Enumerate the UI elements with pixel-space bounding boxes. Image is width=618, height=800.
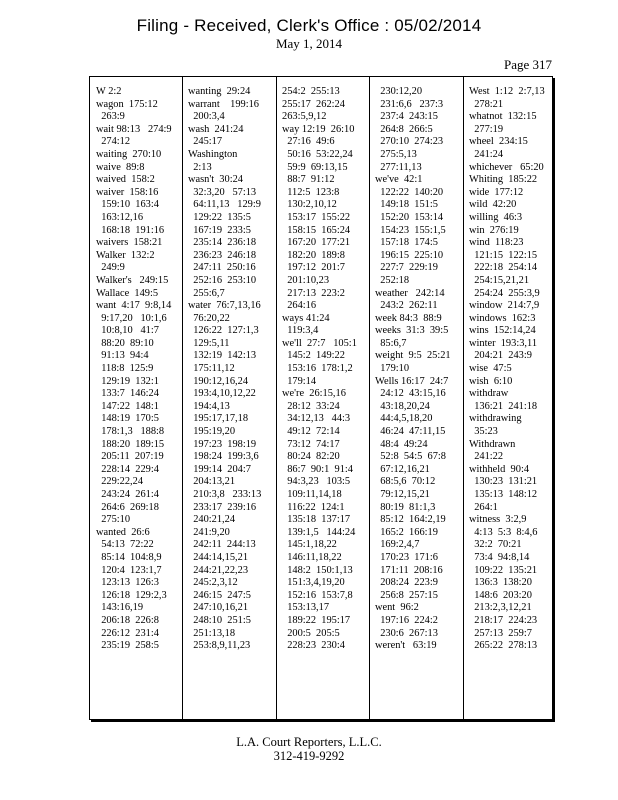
index-entry: we'll 27:7 105:1 (282, 337, 357, 349)
index-entry: wide 177:12 (469, 186, 524, 198)
index-entry: 79:12,15,21 (375, 489, 430, 500)
index-entry: 136:21 241:18 (469, 400, 538, 412)
index-entry: windows 162:3 (469, 312, 536, 324)
index-entry: 231:6,6 237:3 (375, 98, 444, 110)
index-entry: wind 118:23 (469, 237, 524, 249)
index-entry: 240:21,24 (188, 514, 236, 526)
index-entry: 52:8 54:5 67:8 (375, 451, 447, 463)
index-entry: 241:9,20 (188, 526, 230, 538)
index-entry: wheel 234:15 (469, 136, 528, 148)
index-entry: 139:1,5 144:24 (282, 526, 356, 538)
index-entry: 129:22 135:5 (188, 211, 251, 223)
index-entry: 73:4 94:8,14 (469, 551, 530, 563)
index-entry: 152:16 153:7,8 (282, 589, 353, 601)
index-entry: Walker's 249:15 (96, 274, 169, 286)
index-entry: wanted 26:6 (96, 526, 150, 538)
index-entry: 228:14 229:4 (96, 463, 159, 475)
index-entry: 35:23 (469, 426, 498, 438)
index-entry: 230:12,20 (375, 86, 423, 97)
index-entry: 226:12 231:4 (96, 627, 159, 639)
index-entry: 46:24 47:11,15 (375, 426, 446, 438)
index-entry: 255:17 262:24 (282, 98, 345, 110)
index-entry: 34:12,13 44:3 (282, 413, 351, 425)
index-entry: 189:22 195:17 (282, 614, 351, 626)
index-entry: 27:16 49:6 (282, 136, 335, 148)
index-entry: Walker 132:2 (96, 249, 155, 261)
index-entry: 135:13 148:12 (469, 489, 538, 500)
index-entry: 148:19 170:5 (96, 413, 159, 425)
index-entry: waive 89:8 (96, 161, 145, 173)
footer-company: L.A. Court Reporters, L.L.C. (236, 735, 382, 749)
index-entry: win 276:19 (469, 224, 519, 236)
index-entry: 85:14 104:8,9 (96, 551, 162, 563)
index-entry: 257:13 259:7 (469, 627, 532, 639)
index-entry: 194:4,13 (188, 400, 230, 412)
index-entry: we've 42:1 (375, 174, 423, 186)
index-entry: way 12:19 26:10 (282, 123, 355, 135)
index-entry: 28:12 33:24 (282, 400, 340, 412)
index-entry: 10:8,10 41:7 (96, 325, 159, 337)
index-entry: W 2:2 (96, 86, 122, 97)
index-column-4 (375, 86, 461, 653)
index-entry: 256:8 257:15 (375, 589, 438, 601)
index-entry: waivers 158:21 (96, 237, 163, 249)
index-entry: 54:13 72:22 (96, 539, 154, 551)
index-entry: 197:16 224:2 (375, 614, 438, 626)
index-entry: 235:14 236:18 (188, 237, 257, 249)
index-entry: 179:10 (375, 363, 410, 375)
index-entry: 205:11 207:19 (96, 451, 164, 463)
index-entry: 163:12,16 (96, 211, 144, 223)
index-entry: 208:24 223:9 (375, 577, 438, 589)
index-entry: 148:6 203:20 (469, 589, 532, 601)
index-entry: 158:15 165:24 (282, 224, 351, 236)
index-entry: 153:13,17 (282, 602, 330, 614)
index-entry: willing 46:3 (469, 211, 523, 223)
index-entry: 86:7 90:1 91:4 (282, 463, 354, 475)
index-entry: 109:11,14,18 (282, 489, 342, 500)
index-entry: winter 193:3,11 (469, 337, 538, 349)
index-entry: 24:12 43:15,16 (375, 388, 446, 400)
index-entry: 253:8,9,11,23 (188, 640, 251, 652)
index-entry: 126:22 127:1,3 (188, 325, 259, 337)
index-entry: 251:13,18 (188, 627, 236, 639)
index-entry: 121:15 122:15 (469, 249, 538, 261)
index-entry: 169:2,4,7 (375, 539, 420, 551)
index-entry: 170:23 171:6 (375, 551, 438, 563)
index-entry: 245:17 (188, 136, 223, 148)
index-entry: 147:22 148:1 (96, 400, 159, 412)
index-entry: 222:18 254:14 (469, 262, 538, 274)
index-entry: 123:13 126:3 (96, 577, 159, 589)
index-entry: 201:10,23 (282, 274, 330, 286)
index-entry: week 84:3 88:9 (375, 312, 442, 324)
index-column-5 (469, 86, 555, 653)
index-entry: 146:11,18,22 (282, 551, 342, 563)
index-entry: 119:3,4 (282, 325, 319, 337)
index-entry: 43:18,20,24 (375, 400, 430, 412)
index-entry: 171:11 208:16 (375, 564, 443, 576)
index-entry: 32:2 70:21 (469, 539, 522, 551)
index-entry: 264:16 (282, 300, 317, 312)
index-entry: whichever 65:20 (469, 161, 544, 173)
index-entry: 228:23 230:4 (282, 640, 345, 652)
index-entry: 120:4 123:1,7 (96, 564, 162, 576)
index-entry: 153:16 178:1,2 (282, 363, 353, 375)
index-entry: 188:20 189:15 (96, 438, 165, 450)
index-entry: 145:2 149:22 (282, 350, 345, 362)
index-entry: waived 158:2 (96, 174, 155, 186)
index-entry: 227:7 229:19 (375, 262, 438, 274)
index-entry: 80:24 82:20 (282, 451, 340, 463)
index-entry: 167:20 177:21 (282, 237, 351, 249)
index-entry: 80:19 81:1,3 (375, 501, 436, 513)
index-entry: 263:5,9,12 (282, 111, 327, 123)
index-entry: 182:20 189:8 (282, 249, 345, 261)
index-entry: 88:20 89:10 (96, 337, 154, 349)
index-entry: 133:7 146:24 (96, 388, 159, 400)
column-divider (369, 77, 370, 719)
index-entry: 2:13 (188, 161, 212, 173)
index-entry: 278:21 (469, 98, 504, 110)
index-entry: wish 6:10 (469, 375, 513, 387)
index-entry: 44:4,5,18,20 (375, 413, 433, 425)
index-entry: 76:20,22 (188, 312, 230, 324)
index-entry: want 4:17 9:8,14 (96, 300, 172, 312)
index-entry: 178:1,3 188:8 (96, 426, 165, 438)
index-entry: 206:18 226:8 (96, 614, 159, 626)
index-entry: 64:11,13 129:9 (188, 199, 261, 211)
column-divider (276, 77, 277, 719)
index-entry: withheld 90:4 (469, 463, 530, 475)
index-entry: West 1:12 2:7,13 (469, 86, 545, 97)
index-entry: whatnot 132:15 (469, 111, 537, 123)
index-entry: weren't 63:19 (375, 640, 437, 652)
index-entry: 50:16 53:22,24 (282, 148, 353, 160)
index-entry: 247:11 250:16 (188, 262, 256, 274)
index-entry: 199:14 204:7 (188, 463, 251, 475)
index-entry: 149:18 151:5 (375, 199, 438, 211)
index-entry: 204:13,21 (188, 476, 236, 488)
index-entry: 190:12,16,24 (188, 375, 249, 387)
index-entry: 116:22 124:1 (282, 501, 345, 513)
index-entry: Wallace 149:5 (96, 287, 159, 299)
index-entry: Washington (188, 148, 238, 160)
column-divider (182, 77, 183, 719)
footer-phone: 312-419-9292 (273, 749, 345, 763)
index-entry: 244:14,15,21 (188, 551, 249, 563)
index-entry: 241:24 (469, 148, 504, 160)
index-entry: 204:21 243:9 (469, 350, 532, 362)
index-entry: 168:18 191:16 (96, 224, 165, 236)
index-entry: 236:23 246:18 (188, 249, 257, 261)
index-entry: 230:6 267:13 (375, 627, 438, 639)
index-entry: 277:11,13 (375, 161, 422, 173)
index-entry: 154:23 155:1,5 (375, 224, 446, 236)
index-entry: 196:15 225:10 (375, 249, 444, 261)
index-entry: 88:7 91:12 (282, 174, 335, 186)
index-column-2 (188, 86, 274, 653)
index-entry: 229:22,24 (96, 476, 144, 488)
index-entry: 197:12 201:7 (282, 262, 345, 274)
index-entry: wasn't 30:24 (188, 174, 243, 186)
index-entry: 218:17 224:23 (469, 614, 538, 626)
index-entry: 143:16,19 (96, 602, 144, 614)
index-entry: 85:12 164:2,19 (375, 514, 446, 526)
index-entry: 179:14 (282, 375, 317, 387)
index-entry: 135:18 137:17 (282, 514, 351, 526)
index-entry: went 96:2 (375, 602, 419, 614)
index-entry: 210:3,8 233:13 (188, 489, 262, 500)
index-entry: 118:8 125:9 (96, 363, 154, 375)
page-number: Page 317 (504, 57, 553, 72)
index-entry: wins 152:14,24 (469, 325, 536, 337)
index-entry: 193:4,10,12,22 (188, 388, 256, 400)
index-entry: 49:12 72:14 (282, 426, 340, 438)
index-entry: 195:19,20 (188, 426, 236, 438)
index-entry: 252:18 (375, 274, 410, 286)
index-entry: 197:23 198:19 (188, 438, 257, 450)
index-entry: 264:8 266:5 (375, 123, 433, 135)
index-entry: window 214:7,9 (469, 300, 540, 312)
index-entry: 254:2 255:13 (282, 86, 340, 97)
index-entry: 274:12 (96, 136, 131, 148)
index-entry: 235:19 258:5 (96, 640, 159, 652)
index-entry: 277:19 (469, 123, 504, 135)
index-entry: 151:3,4,19,20 (282, 577, 345, 589)
index-entry: 237:4 243:15 (375, 111, 438, 123)
index-entry: 122:22 140:20 (375, 186, 444, 198)
index-entry: 254:15,21,21 (469, 274, 530, 286)
index-entry: 85:6,7 (375, 337, 407, 349)
index-entry: 112:5 123:8 (282, 186, 340, 198)
index-column-3 (282, 86, 368, 653)
index-entry: withdrawing (469, 413, 522, 425)
index-entry: 241:22 (469, 451, 504, 463)
index-entry: 264:6 269:18 (96, 501, 159, 513)
index-entry: 130:2,10,12 (282, 199, 337, 211)
index-entry: weeks 31:3 39:5 (375, 325, 449, 337)
index-entry: 91:13 94:4 (96, 350, 149, 362)
index-entry: ways 41:24 (282, 312, 330, 324)
index-entry: wagon 175:12 (96, 98, 158, 110)
index-entry: 129:5,11 (188, 337, 230, 349)
index-entry: 109:22 135:21 (469, 564, 538, 576)
index-entry: 263:9 (96, 111, 125, 123)
index-entry: 255:6,7 (188, 287, 225, 299)
index-entry: waiver 158:16 (96, 186, 159, 198)
index-entry: 195:17,17,18 (188, 413, 249, 425)
index-entry: 264:1 (469, 501, 498, 513)
index-entry: 145:1,18,22 (282, 539, 337, 551)
index-entry: 252:16 253:10 (188, 274, 257, 286)
index-entry: 249:9 (96, 262, 125, 274)
index-entry: 159:10 163:4 (96, 199, 159, 211)
index-entry: weather 242:14 (375, 287, 445, 299)
index-entry: Wells 16:17 24:7 (375, 375, 449, 387)
index-entry: wise 47:5 (469, 363, 512, 375)
index-entry: 198:24 199:3,6 (188, 451, 259, 463)
index-entry: 247:10,16,21 (188, 602, 249, 614)
index-entry: 246:15 247:5 (188, 589, 251, 601)
index-entry: 275:5,13 (375, 148, 417, 160)
index-entry: weight 9:5 25:21 (375, 350, 451, 362)
index-entry: Withdrawn (469, 438, 516, 450)
filing-stamp: Filing - Received, Clerk's Office : 05/02/2014 (136, 16, 482, 35)
index-entry: 94:3,23 103:5 (282, 476, 351, 488)
index-entry: 152:20 153:14 (375, 211, 444, 223)
index-entry: 213:2,3,12,21 (469, 602, 532, 614)
index-entry: 48:4 49:24 (375, 438, 428, 450)
index-entry: 73:12 74:17 (282, 438, 340, 450)
index-entry: 167:19 233:5 (188, 224, 251, 236)
index-entry: 129:19 132:1 (96, 375, 159, 387)
index-entry: 157:18 174:5 (375, 237, 438, 249)
index-entry: 9:17,20 10:1,6 (96, 312, 167, 324)
index-entry: 270:10 274:23 (375, 136, 444, 148)
index-column-1 (96, 86, 182, 653)
index-entry: 126:18 129:2,3 (96, 589, 167, 601)
index-entry: 243:2 262:11 (375, 300, 438, 312)
index-entry: 165:2 166:19 (375, 526, 438, 538)
index-entry: 59:9 69:13,15 (282, 161, 348, 173)
index-entry: 153:17 155:22 (282, 211, 351, 223)
index-entry: 244:21,22,23 (188, 564, 249, 576)
index-entry: 243:24 261:4 (96, 489, 159, 500)
transcript-date: May 1, 2014 (275, 36, 343, 51)
index-entry: wait 98:13 274:9 (96, 123, 172, 135)
index-entry: 67:12,16,21 (375, 463, 430, 475)
index-entry: withdraw (469, 388, 509, 400)
index-entry: 248:10 251:5 (188, 614, 251, 626)
index-entry: 32:3,20 57:13 (188, 186, 257, 198)
index-entry: 265:22 278:13 (469, 640, 538, 652)
index-entry: 68:5,6 70:12 (375, 476, 436, 488)
column-divider (463, 77, 464, 719)
index-entry: 130:23 131:21 (469, 476, 538, 488)
index-entry: water 76:7,13,16 (188, 300, 261, 312)
index-entry: wash 241:24 (188, 123, 244, 135)
index-entry: we're 26:15,16 (282, 388, 346, 400)
index-entry: Whiting 185:22 (469, 174, 538, 186)
index-entry: 175:11,12 (188, 363, 235, 375)
index-entry: 245:2,3,12 (188, 577, 238, 589)
index-entry: 132:19 142:13 (188, 350, 257, 362)
index-entry: 254:24 255:3,9 (469, 287, 540, 299)
index-entry: wanting 29:24 (188, 86, 251, 97)
index-entry: witness 3:2,9 (469, 514, 527, 526)
index-entry: 4:13 5:3 8:4,6 (469, 526, 538, 538)
index-entry: 148:2 150:1,13 (282, 564, 353, 576)
index-entry: 275:10 (96, 514, 131, 526)
index-table (89, 76, 553, 720)
index-entry: 217:13 223:2 (282, 287, 345, 299)
index-entry: 200:5 205:5 (282, 627, 340, 639)
index-entry: warrant 199:16 (188, 98, 259, 110)
index-entry: waiting 270:10 (96, 148, 162, 160)
index-entry: 242:11 244:13 (188, 539, 256, 551)
index-entry: 136:3 138:20 (469, 577, 532, 589)
index-entry: 200:3,4 (188, 111, 225, 123)
index-entry: wild 42:20 (469, 199, 517, 211)
index-entry: 233:17 239:16 (188, 501, 257, 513)
